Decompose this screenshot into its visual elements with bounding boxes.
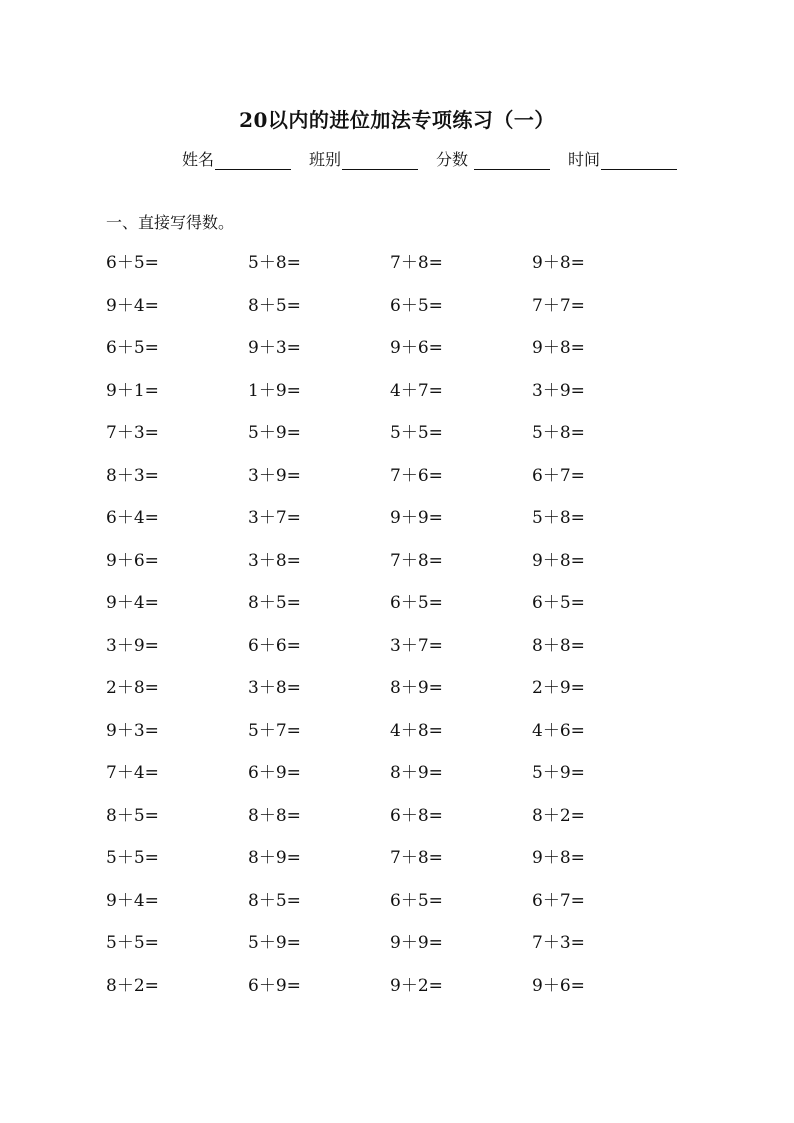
problem-item: 8＋9= [248, 848, 301, 868]
problem-item: 9＋6= [532, 975, 585, 996]
problem-item: 1＋9= [248, 380, 301, 401]
problem-item: 6＋5= [106, 253, 159, 273]
problem-item: 6＋8= [390, 805, 443, 826]
time-field[interactable] [568, 147, 677, 170]
problem-row [106, 975, 674, 1018]
problem-item: 7＋4= [106, 763, 159, 783]
problem-row [106, 805, 674, 848]
problem-item: 9＋4= [106, 295, 159, 316]
problem-item: 6＋4= [106, 508, 159, 528]
problem-item: 9＋8= [532, 848, 585, 868]
problem-row [106, 720, 674, 763]
problem-item: 9＋2= [390, 975, 443, 996]
section-heading: 一、直接写得数。 [106, 213, 235, 232]
problem-item: 8＋5= [248, 295, 301, 316]
problem-item: 5＋8= [532, 508, 585, 528]
problem-item: 7＋6= [390, 465, 443, 486]
name-blank-line[interactable] [215, 153, 291, 170]
page-title: 20以内的进位加法专项练习（一） [239, 108, 555, 132]
problem-item: 9＋1= [106, 380, 159, 401]
problem-item: 5＋8= [532, 423, 585, 443]
problem-item: 5＋7= [248, 720, 301, 741]
problem-row [106, 507, 674, 550]
problem-item: 6＋5= [390, 295, 443, 316]
problem-item: 5＋8= [248, 253, 301, 273]
problem-item: 6＋5= [390, 890, 443, 911]
problem-row [106, 890, 674, 933]
problem-item: 2＋8= [106, 678, 159, 698]
problem-item: 8＋5= [248, 890, 301, 911]
problem-item: 4＋8= [390, 720, 443, 741]
problem-item: 7＋8= [390, 550, 443, 571]
problem-item: 9＋3= [248, 338, 301, 358]
problem-row [106, 847, 674, 890]
problem-item: 9＋8= [532, 338, 585, 358]
problem-item: 5＋5= [106, 933, 159, 953]
problem-row [106, 295, 674, 338]
problem-item: 6＋5= [106, 338, 159, 358]
problem-row [106, 550, 674, 593]
problem-item: 8＋5= [248, 593, 301, 613]
problem-item: 6＋6= [248, 635, 301, 656]
problem-item: 3＋8= [248, 550, 301, 571]
problem-item: 7＋7= [532, 295, 585, 316]
name-field[interactable] [182, 147, 291, 170]
problem-row [106, 635, 674, 678]
problem-row [106, 762, 674, 805]
problem-item: 9＋6= [106, 550, 159, 571]
problem-item: 9＋9= [390, 933, 443, 953]
problem-item: 9＋8= [532, 550, 585, 571]
problem-item: 8＋2= [532, 805, 585, 826]
problem-item: 9＋3= [106, 720, 159, 741]
class-blank-line[interactable] [342, 153, 418, 170]
problem-item: 9＋9= [390, 508, 443, 528]
problem-item: 9＋6= [390, 338, 443, 358]
problem-item: 5＋5= [106, 848, 159, 868]
problem-item: 3＋9= [248, 465, 301, 486]
problem-item: 3＋9= [106, 635, 159, 656]
score-field[interactable] [436, 147, 550, 170]
problem-item: 5＋9= [248, 933, 301, 953]
problem-item: 6＋5= [390, 593, 443, 613]
problem-grid [106, 252, 674, 1017]
problem-item: 7＋3= [106, 423, 159, 443]
problem-item: 8＋9= [390, 678, 443, 698]
problem-item: 7＋3= [532, 933, 585, 953]
problem-item: 8＋8= [532, 635, 585, 656]
problem-row [106, 252, 674, 295]
problem-row [106, 380, 674, 423]
problem-row [106, 422, 674, 465]
score-label: 分数 [436, 150, 469, 169]
problem-item: 4＋6= [532, 720, 585, 741]
problem-item: 6＋7= [532, 890, 585, 911]
time-label: 时间 [568, 150, 601, 169]
problem-item: 8＋2= [106, 975, 159, 996]
problem-item: 3＋8= [248, 678, 301, 698]
problem-item: 9＋4= [106, 890, 159, 911]
problem-row [106, 592, 674, 635]
problem-item: 3＋7= [390, 635, 443, 656]
problem-item: 7＋8= [390, 848, 443, 868]
problem-row [106, 932, 674, 975]
problem-item: 8＋5= [106, 805, 159, 826]
problem-item: 7＋8= [390, 253, 443, 273]
problem-item: 6＋9= [248, 763, 301, 783]
student-info-bar [182, 147, 677, 170]
problem-item: 5＋5= [390, 423, 443, 443]
class-field[interactable] [309, 147, 418, 170]
problem-item: 6＋5= [532, 593, 585, 613]
problem-row [106, 465, 674, 508]
problem-item: 2＋9= [532, 678, 585, 698]
problem-item: 3＋9= [532, 380, 585, 401]
problem-item: 8＋3= [106, 465, 159, 486]
name-label: 姓名 [182, 150, 215, 169]
problem-item: 8＋8= [248, 805, 301, 826]
class-label: 班别 [309, 150, 342, 169]
problem-item: 6＋9= [248, 975, 301, 996]
problem-row [106, 337, 674, 380]
problem-item: 8＋9= [390, 763, 443, 783]
problem-item: 6＋7= [532, 465, 585, 486]
problem-item: 9＋8= [532, 253, 585, 273]
problem-item: 4＋7= [390, 380, 443, 401]
problem-item: 3＋7= [248, 508, 301, 528]
problem-item: 5＋9= [248, 423, 301, 443]
problem-item: 9＋4= [106, 593, 159, 613]
time-blank-line[interactable] [601, 153, 677, 170]
problem-item: 5＋9= [532, 763, 585, 783]
problem-row [106, 677, 674, 720]
score-blank-line[interactable] [474, 153, 550, 170]
